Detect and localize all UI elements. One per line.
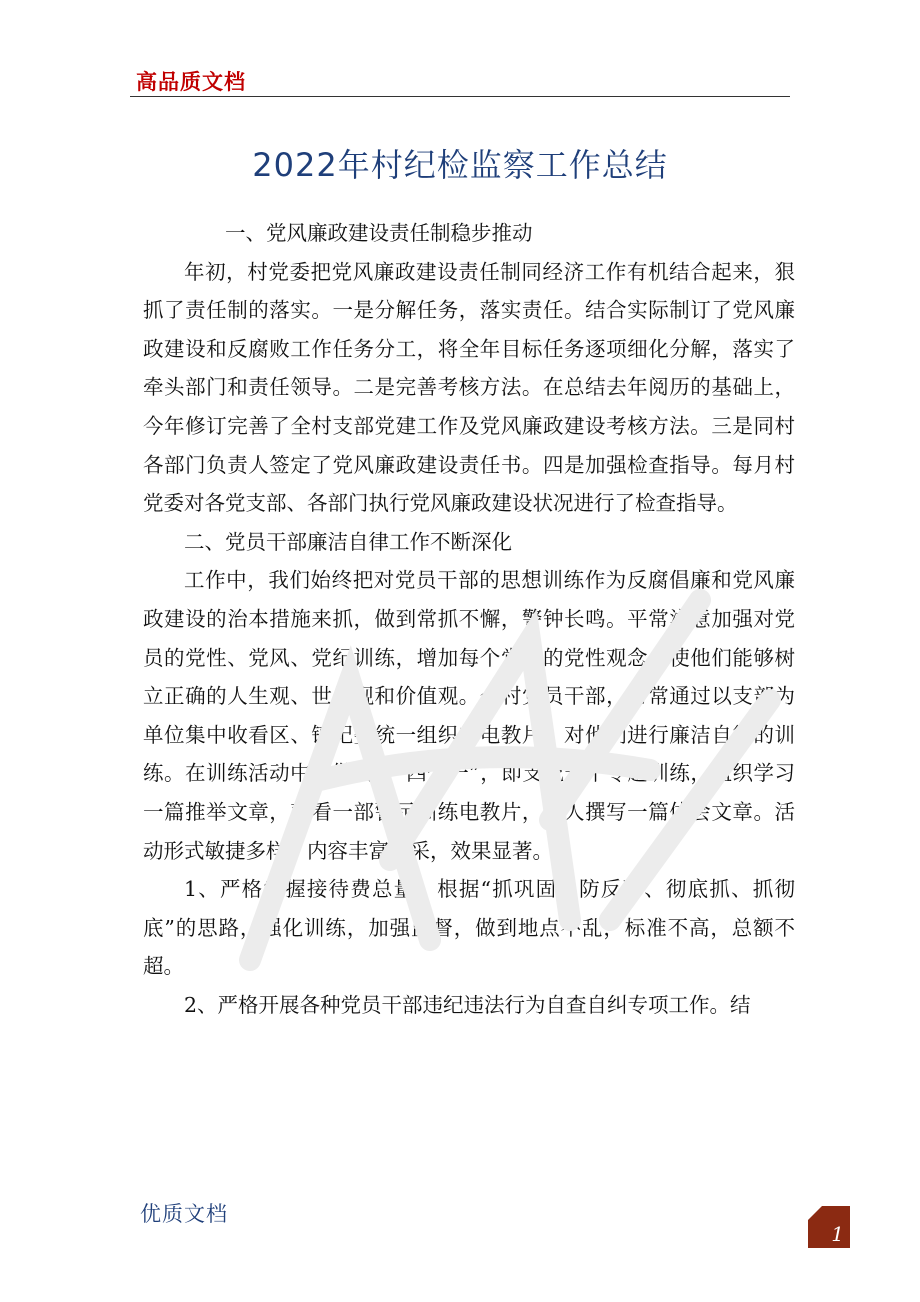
page-number: 1 — [831, 1222, 844, 1246]
paragraph-3: 1、严格掌握接待费总量。根据“抓巩固、防反弹、彻底抓、抓彻底”的思路，强化训练，加强监督，做到地点不乱，标准不高，总额不超。 — [143, 877, 795, 979]
footer-label: 优质文档 — [140, 1202, 228, 1226]
header-divider — [130, 96, 790, 97]
section-heading-2: 二、党员干部廉洁自律工作不断深化 — [184, 529, 512, 554]
document-title: 2022年村纪检监察工作总结 — [252, 146, 668, 184]
document-body — [143, 214, 795, 1024]
header-label: 高品质文档 — [136, 70, 246, 94]
page-number-badge — [808, 1206, 850, 1248]
paragraph-2: 工作中，我们始终把对党员干部的思想训练作为反腐倡廉和党风廉政建设的治本措施来抓，做到常抓不懈，警钟长鸣。平常注意加强对党员的党性、党风、党纪训练，增加每个党员的党性观念，使他们能够树立正确的人生观、世界观和价值观。全村党员干部，常常通过以支部为单位集中收看区、镇纪委统一组织的电教片，对他们进行廉洁自律的训练。在训练活动中，做到了“四个一”，即支配一个专题训练，组织学习一篇推举文章，观看一部警示训练电教片，每人撰写一篇体会文章。活动形式敏捷多样，内容丰富多采，效果显著。 — [143, 568, 795, 863]
badge-corner-fold — [808, 1206, 822, 1220]
paragraph-1: 年初，村党委把党风廉政建设责任制同经济工作有机结合起来，狠抓了责任制的落实。一是分解任务，落实责任。结合实际制订了党风廉政建设和反腐败工作任务分工，将全年目标任务逐项细化分解，落实了牵头部门和责任领导。二是完善考核方法。在总结去年阅历的基础上，今年修订完善了全村支部党建工作及党风廉政建设考核方法。三是同村各部门负责人签定了党风廉政建设责任书。四是加强检查指导。每月村党委对各党支部、各部门执行党风廉政建设状况进行了检查指导。 — [143, 259, 795, 516]
section-heading-1: 一、党风廉政建设责任制稳步推动 — [225, 221, 533, 245]
paragraph-4: 2、严格开展各种党员干部违纪违法行为自查自纠专项工作。结 — [184, 992, 751, 1017]
